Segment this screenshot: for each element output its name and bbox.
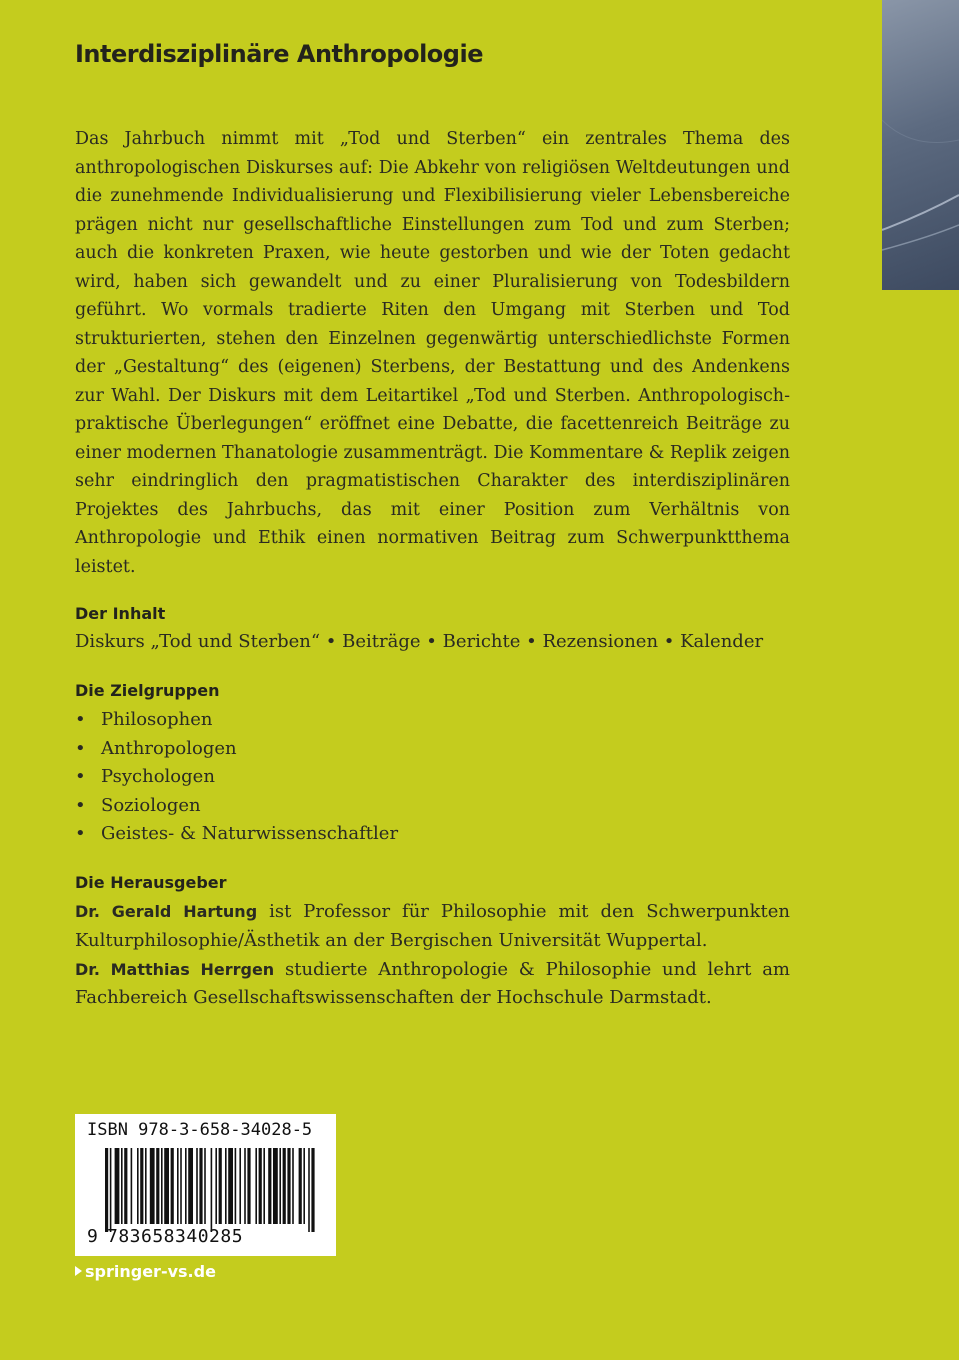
publisher-url: springer-vs.de — [85, 1262, 216, 1281]
editors-heading: Die Herausgeber — [75, 873, 227, 892]
list-item — [75, 763, 398, 792]
contents-line: Diskurs „Tod und Sterben“ • Beiträge • Berichte • Rezensionen • Kalender — [75, 631, 764, 652]
isbn-barcode — [75, 1114, 336, 1256]
barcode-bar — [259, 1148, 262, 1224]
barcode-bar — [137, 1148, 139, 1224]
barcode-bar — [228, 1148, 233, 1224]
barcode-bar — [311, 1148, 314, 1232]
audience-item-label: Geistes- & Naturwissenschaftler — [101, 823, 399, 845]
barcode-bar — [121, 1148, 123, 1224]
barcode-bar — [292, 1148, 294, 1224]
list-item — [75, 792, 398, 821]
editors-bios — [75, 898, 790, 1013]
publisher-link[interactable] — [75, 1262, 216, 1281]
corner-swoosh-graphic — [882, 0, 959, 290]
bullet-mark: • — [75, 794, 86, 816]
barcode-bar — [244, 1148, 246, 1224]
editor-description: studierte Anthropologie & Philosophie und lehrt am Fachbereich Gesellschaftswissenschaften der Hochschule Darmstadt. — [75, 958, 790, 1009]
barcode-bar — [303, 1148, 305, 1224]
barcode-bar — [115, 1148, 120, 1224]
barcode-bar — [247, 1148, 250, 1224]
barcode-bar — [156, 1148, 159, 1224]
barcode-bar — [225, 1148, 227, 1224]
audience-item-label: Philosophen — [101, 709, 213, 730]
series-title: Interdisziplinäre Anthropologie — [75, 40, 483, 68]
list-item — [75, 820, 398, 849]
list-item — [75, 706, 398, 735]
bullet-mark: • — [75, 766, 86, 788]
barcode-bar — [105, 1148, 108, 1232]
barcode-bar — [279, 1148, 281, 1224]
barcode-bar — [177, 1148, 179, 1224]
barcode-digits — [75, 1226, 336, 1250]
barcode-bar — [283, 1148, 286, 1224]
barcode-bar — [150, 1148, 155, 1224]
editor-bio — [75, 898, 790, 956]
editor-description: ist Professor für Philosophie mit den Schwerpunkten Kulturphilosophie/Ästhetik an der Bergischen Universität Wuppertal. — [75, 901, 790, 951]
barcode-bar — [235, 1148, 237, 1224]
list-item — [75, 735, 398, 764]
barcode-bar — [188, 1148, 193, 1224]
barcode-bar — [204, 1148, 206, 1224]
editor-name: Dr. Gerald Hartung — [75, 902, 258, 921]
play-arrow-icon — [75, 1266, 82, 1276]
barcode-bar — [110, 1148, 112, 1232]
barcode-bar — [140, 1148, 143, 1224]
barcode-bar — [131, 1148, 133, 1224]
barcode-bar — [255, 1148, 257, 1224]
barcode-bar — [180, 1148, 182, 1224]
barcode-bar — [185, 1148, 187, 1224]
barcode-bar — [239, 1148, 241, 1224]
barcode-bar — [299, 1148, 302, 1224]
barcode-remaining-digits: 783658340285 — [107, 1226, 244, 1247]
barcode-bar — [263, 1148, 265, 1224]
barcode-bar — [211, 1148, 213, 1232]
cover-corner-graphic — [882, 0, 959, 290]
audience-list — [75, 706, 398, 849]
barcode-bar — [287, 1148, 290, 1224]
barcode-bar — [145, 1148, 147, 1224]
isbn-label: ISBN 978-3-658-34028-5 — [87, 1120, 313, 1140]
barcode-bar — [273, 1148, 278, 1224]
editor-bio — [75, 956, 790, 1014]
audience-item-label: Psychologen — [101, 766, 215, 788]
bullet-mark: • — [75, 823, 86, 845]
audience-item-label: Soziologen — [101, 794, 201, 816]
barcode-bars — [75, 1148, 336, 1232]
audience-heading: Die Zielgruppen — [75, 681, 220, 700]
editor-name: Dr. Matthias Herrgen — [75, 959, 275, 979]
barcode-bar — [268, 1148, 271, 1224]
barcode-bar — [161, 1148, 163, 1224]
bullet-mark: • — [75, 737, 86, 759]
book-description: Das Jahrbuch nimmt mit „Tod und Sterben“ ein zentrales Thema des anthropologischen Diskurses auf: Die Abkehr von religiösen Weltdeutungen und die zunehmende Individualisierung und Flexibilisierung vieler Lebensbereiche prägen nicht nur gesellschaftliche Einstellungen zum Tod und zum Sterben; auch die konkreten Praxen, wie heute gestorben und wie der Toten gedacht wird, haben sich gewandelt und zu einer Pluralisierung von Todesbildern geführt. Wo vormals tradierte Riten den Umgang mit Sterben und Tod strukturierten, stehen den Einzelnen gegenwärtig unterschiedlichste Formen der „Gestaltung“ des (eigenen) Sterbens, der Bestattung und des Andenkens zur Wahl. Der Diskurs mit dem Leitartikel „Tod und Sterben. Anthropologisch-praktische Überlegungen“ eröffnet eine Debatte, die facettenreich Beiträge zu einer modernen Thanatologie zusammenträgt. Die Kommentare & Replik zeigen sehr eindringlich den pragmatistischen Charakter des interdisziplinären Projektes des Jahrbuchs, das mit einer Position zum Verhältnis von Anthropologie und Ethik einen normativen Beitrag zum Schwerpunktthema leistet. — [75, 129, 790, 577]
barcode-bar — [219, 1148, 222, 1224]
bullet-mark: • — [75, 709, 86, 730]
contents-heading: Der Inhalt — [75, 604, 166, 623]
barcode-first-digit: 9 — [87, 1226, 98, 1247]
barcode-bar — [215, 1148, 217, 1224]
barcode-bar — [308, 1148, 310, 1232]
barcode-bar — [164, 1148, 169, 1224]
barcode-bar — [171, 1148, 174, 1224]
barcode-bar — [196, 1148, 198, 1224]
barcode-bar — [199, 1148, 202, 1224]
audience-item-label: Anthropologen — [101, 737, 237, 759]
barcode-bar — [124, 1148, 127, 1224]
